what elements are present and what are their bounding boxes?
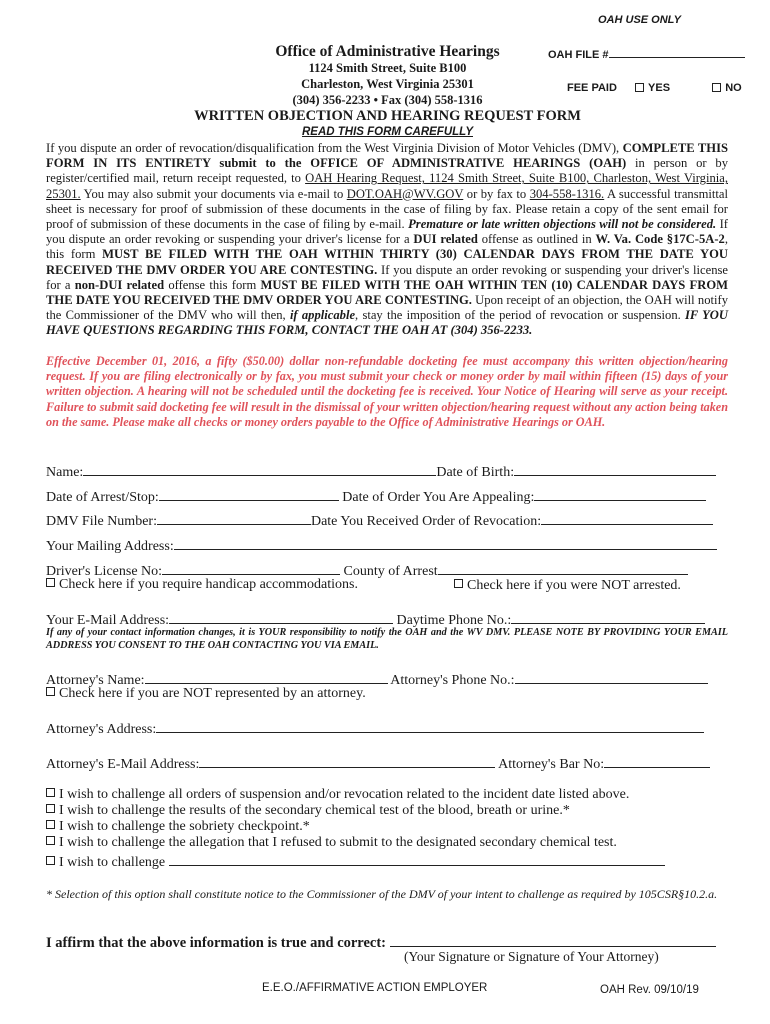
arrest-row — [46, 486, 706, 506]
atty-address-row — [46, 718, 704, 738]
mailing-row — [46, 535, 717, 555]
challenge-1-checkbox[interactable] — [46, 788, 55, 797]
intro-text: , this form — [46, 232, 729, 262]
atty-email-label: Attorney's E-Mail Address: — [46, 757, 200, 772]
county-label: County of Arrest — [343, 564, 438, 579]
not-represented-checkbox[interactable] — [46, 687, 55, 696]
contact-note: If any of your contact information changes, it is YOUR responsibility to notify the OAH and the WV DMV. PLEASE NOTE BY PROVIDING YOUR EMAIL ADDRESS YOU CONSENT TO THE OAH CONTACTING YOU VIA EMAIL. — [46, 627, 728, 651]
intro-text: Upon receipt of an objection, the OAH will notify the Commissioner of the DMV who will then, — [46, 293, 728, 323]
atty-name-input[interactable] — [145, 669, 388, 684]
signature-caption: (Your Signature or Signature of Your Attorney) — [404, 949, 659, 964]
non-dui-related: non-DUI related — [74, 277, 165, 292]
challenge-4-label: I wish to challenge the allegation that I refused to submit to the designated secondary chemical test. — [59, 835, 617, 850]
oah-use-only: OAH USE ONLY — [598, 14, 681, 26]
office-name: Office of Administrative Hearings — [275, 43, 500, 60]
fee-no-label: NO — [725, 82, 742, 94]
intro-text: or by fax to — [463, 186, 530, 201]
atty-phone-label: Attorney's Phone No.: — [390, 673, 515, 688]
email-link[interactable]: DOT.OAH@WV.GOV — [346, 186, 464, 201]
fee-notice: Effective December 01, 2016, a fifty ($50.00) dollar non-refundable docketing fee must accompany this written objection/hearing request. If you are filing electronically or by fax, you must submit your check or money order by mail within fifteen (15) days of your written objection. A hearing will not be scheduled until the docketing fee is received. Your Notice of Hearing will serve as your receipt. Failure to submit said docketing fee will result in the dismissal of your written objection/hearing request without any action being taken on the same. Please make all checks or money orders payable to the Office of Administrative Hearings or OAH. — [46, 354, 728, 429]
oah-file-label: OAH FILE # — [548, 49, 609, 61]
revision-footer: OAH Rev. 09/10/19 — [600, 984, 699, 996]
read-carefully: READ THIS FORM CAREFULLY — [301, 126, 473, 138]
fee-paid-label: FEE PAID — [567, 82, 617, 94]
intro-text: If you dispute an order revoking or suspending your driver's license for a — [46, 217, 728, 247]
date-received-label: Date You Received Order of Revocation: — [310, 514, 542, 529]
intro-paragraph — [46, 141, 728, 339]
intro-text: offense this form — [164, 277, 261, 292]
date-received-input[interactable] — [541, 510, 713, 525]
license-label: Driver's License No: — [46, 564, 163, 579]
date-order-input[interactable] — [534, 486, 706, 501]
challenge-4-checkbox[interactable] — [46, 836, 55, 845]
oah-file-line[interactable] — [609, 47, 745, 58]
county-input[interactable] — [438, 560, 688, 575]
not-represented-label: Check here if you are NOT represented by an attorney. — [59, 686, 366, 701]
email-row — [46, 609, 705, 629]
challenge-3-label: I wish to challenge the sobriety checkpoint.* — [59, 819, 310, 834]
thirty-day-deadline: MUST BE FILED WITH THE OAH WITHIN THIRTY (30) CALENDAR DAYS FROM THE DATE YOU RECEIVED THE DMV ORDER YOU ARE CONTESTING. — [46, 247, 728, 277]
email-label: Your E-Mail Address: — [46, 613, 170, 628]
name-input[interactable] — [83, 461, 436, 476]
atty-email-input[interactable] — [199, 753, 495, 768]
not-arrested-row — [454, 578, 681, 594]
dmv-file-input[interactable] — [157, 510, 311, 525]
handicap-checkbox[interactable] — [46, 578, 55, 587]
ten-day-deadline: MUST BE FILED WITH THE OAH WITHIN TEN (10) CALENDAR DAYS FROM THE DATE YOU RECEIVED THE DMV ORDER YOU ARE CONTESTING. — [46, 277, 728, 308]
challenge-1 — [46, 787, 629, 803]
challenge-4 — [46, 835, 617, 851]
name-label: Name: — [46, 465, 84, 480]
dmv-file-label: DMV File Number: — [46, 514, 157, 529]
dui-related: DUI related — [413, 232, 478, 247]
intro-mailing-address: OAH Hearing Request, 1124 Smith Street, Suite B100, Charleston, West Virginia, 25301. — [46, 171, 728, 201]
intro-text: , stay the imposition of the period of revocation or suspension. — [355, 308, 686, 323]
not-arrested-checkbox[interactable] — [454, 579, 463, 588]
challenge-5 — [46, 851, 665, 871]
name-row — [46, 461, 716, 481]
handicap-row — [46, 577, 358, 593]
handicap-label: Check here if you require handicap accommodations. — [59, 577, 358, 592]
email-input[interactable] — [169, 609, 393, 624]
fax-number: 304-558-1316. — [529, 186, 605, 201]
oah-file-field[interactable] — [548, 47, 745, 61]
wv-code-reference: W. Va. Code §17C-5A-2 — [595, 232, 725, 247]
challenge-2-label: I wish to challenge the results of the secondary chemical test of the blood, breath or urine.* — [59, 803, 570, 818]
phone-input[interactable] — [511, 609, 705, 624]
challenge-2 — [46, 803, 570, 819]
mailing-label: Your Mailing Address: — [46, 539, 174, 554]
address-line-2: Charleston, West Virginia 25301 — [301, 77, 474, 91]
challenge-3 — [46, 819, 310, 835]
challenge-other-input[interactable] — [169, 851, 665, 866]
atty-address-input[interactable] — [156, 718, 704, 733]
footnote: * Selection of this option shall constitute notice to the Commissioner of the DMV of your intent to challenge as required by 105CSR§10.2.a. — [46, 887, 718, 901]
form-title: WRITTEN OBJECTION AND HEARING REQUEST FORM — [194, 108, 581, 124]
atty-bar-label: Attorney's Bar No: — [498, 757, 605, 772]
atty-bar-input[interactable] — [604, 753, 710, 768]
questions-contact: IF YOU HAVE QUESTIONS REGARDING THIS FORM, CONTACT THE OAH AT (304) 356-2233. — [46, 308, 728, 338]
intro-text: A successful transmittal sheet is necessary for proof of submission of these documents in the case of filing by fax. Please retain a copy of the sent email for proof of submission of these documents in the case of filing by e-mail. — [46, 186, 728, 232]
mailing-input[interactable] — [174, 535, 717, 550]
intro-text: If you dispute an order revoking or suspending your driver's license for a — [46, 262, 729, 292]
address-line-1: 1124 Smith Street, Suite B100 — [308, 61, 467, 75]
date-order-label: Date of Order You Are Appealing: — [342, 490, 535, 505]
dob-input[interactable] — [514, 461, 716, 476]
premature-late-warning: Premature or late written objections will not be considered. — [408, 217, 717, 232]
intro-text: You may also submit your documents via e-mail to — [80, 186, 347, 201]
intro-text: in person or by register/certified mail, return receipt requested, to — [46, 156, 728, 186]
not-arrested-label: Check here if you were NOT arrested. — [467, 578, 681, 593]
affirm-label: I affirm that the above information is true and correct: — [46, 935, 387, 951]
license-input[interactable] — [162, 560, 340, 575]
challenge-3-checkbox[interactable] — [46, 820, 55, 829]
challenge-2-checkbox[interactable] — [46, 804, 55, 813]
intro-complete-form: COMPLETE THIS FORM IN ITS ENTIRETY submit to the OFFICE OF ADMINISTRATIVE HEARINGS (OAH) — [46, 141, 729, 171]
fee-yes-label: YES — [648, 82, 671, 94]
date-arrest-input[interactable] — [159, 486, 339, 501]
if-applicable: if applicable — [289, 308, 356, 323]
atty-phone-input[interactable] — [515, 669, 708, 684]
atty-name-label: Attorney's Name: — [46, 673, 145, 688]
signature-input[interactable] — [390, 932, 716, 947]
phone-label: Daytime Phone No.: — [396, 613, 512, 628]
fee-paid-row — [567, 82, 742, 94]
fee-no-checkbox[interactable] — [712, 83, 721, 92]
dmv-row — [46, 510, 713, 530]
dob-label: Date of Birth: — [436, 465, 515, 480]
date-arrest-label: Date of Arrest/Stop: — [46, 490, 159, 505]
atty-email-row — [46, 753, 710, 773]
intro-text: offense as outlined in — [477, 232, 596, 247]
challenge-1-label: I wish to challenge all orders of suspension and/or revocation related to the incident date listed above. — [59, 787, 630, 802]
intro-text: If you dispute an order of revocation/disqualification from the West Virginia Division of Motor Vehicles (DMV), — [46, 141, 623, 155]
not-represented-row — [46, 686, 366, 702]
challenge-5-label: I wish to challenge — [59, 855, 166, 870]
fee-yes-checkbox[interactable] — [635, 83, 644, 92]
phone-fax: (304) 356-2233 • Fax (304) 558-1316 — [292, 93, 483, 107]
atty-address-label: Attorney's Address: — [46, 722, 157, 737]
eeo-footer: E.E.O./AFFIRMATIVE ACTION EMPLOYER — [262, 982, 488, 994]
challenge-5-checkbox[interactable] — [46, 856, 55, 865]
